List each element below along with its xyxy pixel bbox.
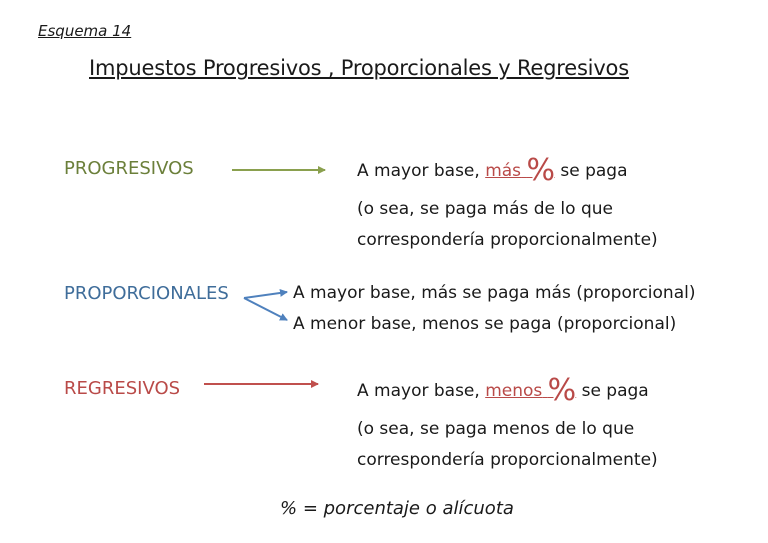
page-title: Impuestos Progresivos , Proporcionales y Regresivos: [89, 56, 629, 80]
proporcionales-arrow-up: [244, 292, 287, 298]
schema-label: Esquema 14: [38, 22, 132, 40]
progresivos-line-1-prefix: A mayor base,: [357, 161, 486, 181]
regresivos-line-1-suffix: se paga: [576, 381, 649, 401]
progresivos-line-3: correspondería proporcionalmente): [357, 230, 658, 250]
regresivos-line-2: (o sea, se paga menos de lo que: [357, 419, 635, 439]
regresivos-line-3: correspondería proporcionalmente): [357, 450, 658, 470]
proporcionales-arrow-down: [244, 298, 287, 320]
regresivos-label: REGRESIVOS: [64, 378, 181, 399]
footer-note: % = porcentaje o alícuota: [280, 498, 514, 519]
regresivos-line-1-prefix: A mayor base,: [357, 381, 486, 401]
progresivos-label: PROGRESIVOS: [64, 158, 194, 179]
progresivos-line-2: (o sea, se paga más de lo que: [357, 199, 613, 219]
progresivos-percent-sign: %: [526, 153, 555, 188]
progresivos-line-1-suffix: se paga: [554, 161, 628, 181]
regresivos-emphasis-word: menos: [485, 381, 543, 401]
proporcionales-label: PROPORCIONALES: [64, 283, 229, 304]
progresivos-emphasis-word: más: [485, 161, 522, 181]
regresivos-percent-sign: %: [547, 373, 577, 408]
proporcionales-line-2: A menor base, menos se paga (proporcional): [293, 314, 677, 334]
proporcionales-line-1: A mayor base, más se paga más (proporcional): [293, 283, 696, 303]
